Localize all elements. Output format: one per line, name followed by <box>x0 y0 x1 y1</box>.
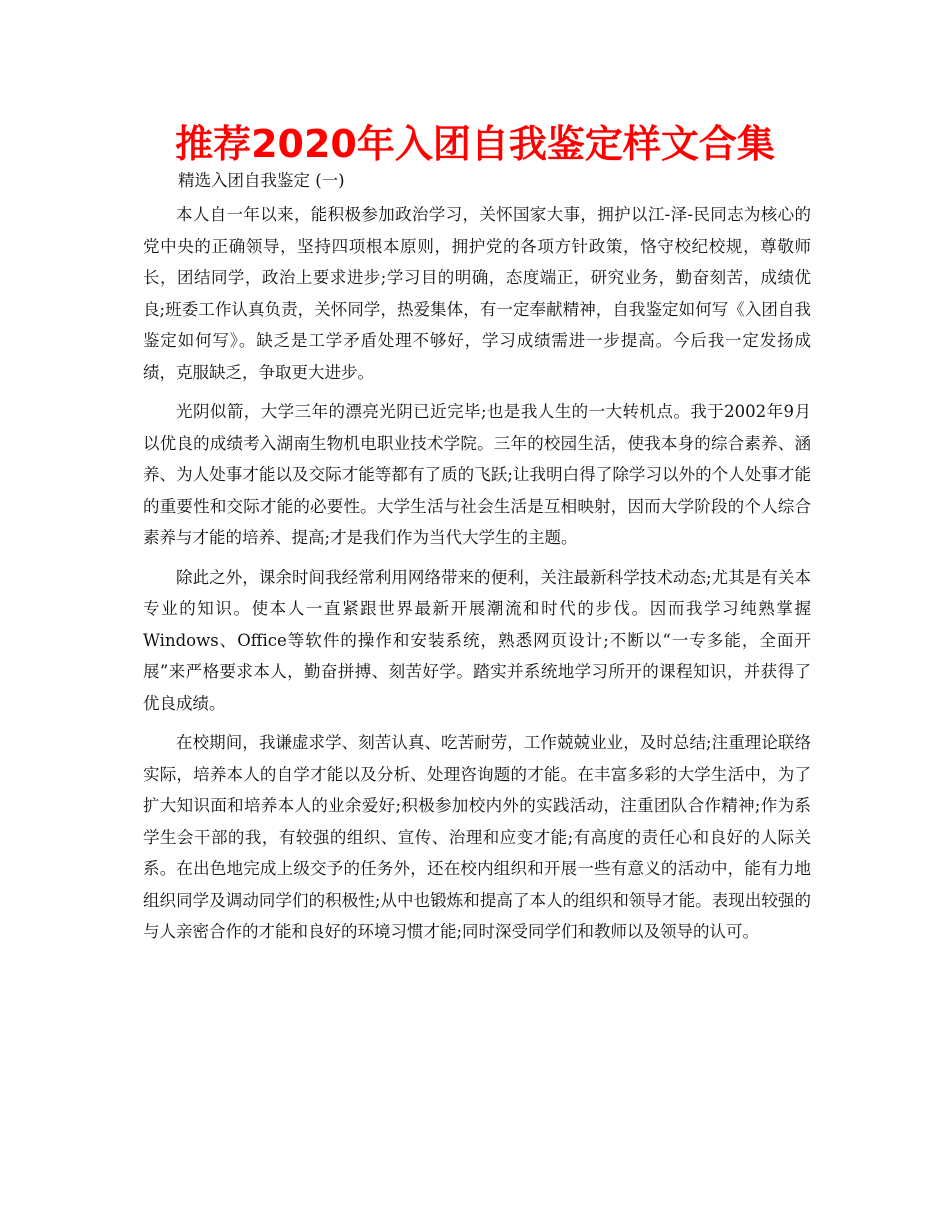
paragraph: 除此之外，课余时间我经常利用网络带来的便利，关注最新科学技术动态;尤其是有关本专业的知识。使本人一直紧跟世界最新开展潮流和时代的步伐。因而我学习纯熟掌握Windows、Office等软件的操作和安装系统，熟悉网页设计;不断以“一专多能，全面开展”来严格要求本人，勤奋拼搏、刻苦好学。踏实并系统地学习所开的课程知识，并获得了优良成绩。 <box>143 567 811 713</box>
document-title: 推荐2020年入团自我鉴定样文合集 <box>175 122 775 166</box>
paragraph: 本人自一年以来，能积极参加政治学习，关怀国家大事，拥护以江-泽-民同志为核心的党中央的正确领导，坚持四项根本原则，拥护党的各项方针政策，恪守校纪校规，尊敬师长，团结同学，政治上要求进步;学习目的明确，态度端正，研究业务，勤奋刻苦，成绩优良;班委工作认真负责，关怀同学，热爱集体，有一定奉献精神，自我鉴定如何写《入团自我鉴定如何写》。缺乏是工学矛盾处理不够好，学习成绩需进一步提高。今后我一定发扬成绩，克服缺乏，争取更大进步。 <box>143 205 811 382</box>
paragraph: 光阴似箭，大学三年的漂亮光阴已近完毕;也是我人生的一大转机点。我于2002年9月以优良的成绩考入湖南生物机电职业技术学院。三年的校园生活，使我本身的综合素养、涵养、为人处事才能以及交际才能等都有了质的飞跃;让我明白得了除学习以外的个人处事才能的重要性和交际才能的必要性。大学生活与社会生活是互相映射，因而大学阶段的个人综合素养与才能的培养、提高;才是我们作为当代大学生的主题。 <box>143 402 811 547</box>
paragraph: 在校期间，我谦虚求学、刻苦认真、吃苦耐劳，工作兢兢业业，及时总结;注重理论联络实际，培养本人的自学才能以及分析、处理咨询题的才能。在丰富多彩的大学生活中，为了扩大知识面和培养本人的业余爱好;积极参加校内外的实践活动，注重团队合作精神;作为系学生会干部的我，有较强的组织、宣传、治理和应变才能;有高度的责任心和良好的人际关系。在出色地完成上级交予的任务外，还在校内组织和开展一些有意义的活动中，能有力地组织同学及调动同学们的积极性;从中也锻炼和提高了本人的组织和领导才能。表现出较强的与人亲密合作的才能和良好的环境习惯才能;同时深受同学们和教师以及领导的认可。 <box>143 733 811 941</box>
section-heading: 精选入团自我鉴定 (一) <box>178 171 345 190</box>
document-body <box>143 199 811 956</box>
